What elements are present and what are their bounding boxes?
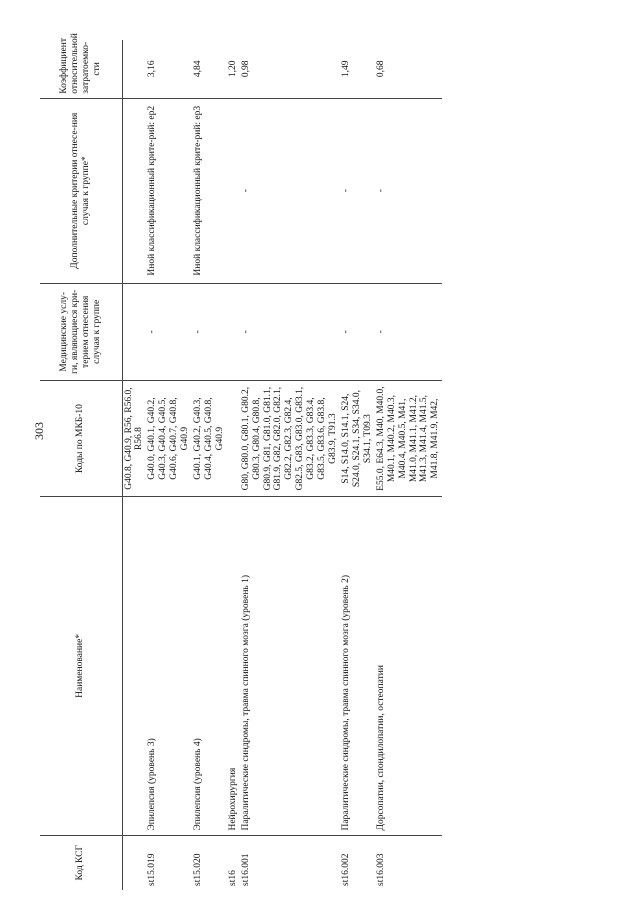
cell-name: Эпилепсия (уровень 4) xyxy=(192,497,227,835)
page-number: 303 xyxy=(32,422,46,440)
header-criteria: Дополнительные критерии отнесе-ния случая к группе* xyxy=(40,98,122,283)
cell-criteria: - xyxy=(340,98,375,283)
table-row xyxy=(122,40,146,890)
cell-coef xyxy=(122,40,146,98)
cell-coef: 1,49 xyxy=(341,60,352,78)
header-code: Код КСГ xyxy=(40,835,122,890)
cell-code: st16 xyxy=(227,835,240,890)
cell-mkb: G40.8, G40.9, R56, R56.0, R56.8 xyxy=(122,380,146,496)
cell-mkb: G40.0, G40.1, G40.2, G40.3, G40.4, G40.5, G40.6, G40.7, G40.8, G40.9 xyxy=(146,380,192,496)
cell-med: - xyxy=(375,283,443,380)
cell-name: Дорсопатии, спондилопатии, остеопатии xyxy=(375,497,443,835)
table-row xyxy=(375,40,443,890)
cell-med: - xyxy=(192,283,227,380)
header-coefficient: Коэффициент относительной затратоемко-сти xyxy=(40,40,122,98)
cell-coef: 3,16 xyxy=(147,60,158,78)
cell-mkb: G40.1, G40.2, G40.3, G40.4, G40.5, G40.8, G40.9 xyxy=(192,380,227,496)
cell-name xyxy=(122,497,146,835)
table-row xyxy=(146,40,192,890)
cell-coef: 4,84 xyxy=(193,60,204,78)
cell-mkb: G80, G80.0, G80.1, G80.2, G80.3, G80.4, G80.8, G80.9, G81, G81.0, G81.1, G81.9, G82, G82.0, G82.1, G82.2, G82.3, G82.4, G82.5, G83, G83.0, G83.1, G83.2, G83.3, G83.4, G83.5, G83.6, G83.8, G83.9, T91.3 xyxy=(240,380,340,496)
cell-med: - xyxy=(240,283,340,380)
cell-code: st16.002 xyxy=(340,835,375,890)
cell-code xyxy=(122,835,146,890)
kcg-table xyxy=(40,33,442,890)
cell-mkb: S14, S14.0, S14.1, S24, S24.0, S24.1, S34, S34.0, S34.1, T09.3 xyxy=(340,380,375,496)
table-row xyxy=(340,40,375,890)
cell-code: st16.001 xyxy=(240,835,340,890)
cell-criteria: Иной классификационный крите-рий: ep2 xyxy=(146,98,192,283)
header-mkb: Коды по МКБ-10 xyxy=(40,380,122,496)
cell-mkb: E55.0, E64.3, M40, M40.0, M40.1, M40.2, M40.3, M40.4, M40.5, M41, M41.0, M41.1, M41.2, M41.3, M41.4, M41.5, M41.8, M41.9, M42, xyxy=(375,380,443,496)
header-name: Наименование* xyxy=(40,497,122,835)
cell-name: Нейрохирургия xyxy=(227,497,240,835)
cell-criteria: - xyxy=(375,98,443,283)
cell-mkb xyxy=(227,380,240,496)
cell-med: - xyxy=(146,283,192,380)
cell-med: - xyxy=(340,283,375,380)
cell-code: st16.003 xyxy=(375,835,443,890)
cell-name: Эпилепсия (уровень 3) xyxy=(146,497,192,835)
cell-criteria xyxy=(122,98,146,283)
cell-med xyxy=(227,283,240,380)
cell-code: st15.020 xyxy=(192,835,227,890)
kcg-table-container xyxy=(40,33,610,890)
cell-coef: 0,98 xyxy=(240,60,251,78)
cell-med xyxy=(122,283,146,380)
table-row xyxy=(192,40,227,890)
table-row xyxy=(227,40,240,890)
cell-name: Паралитические синдромы, травма спинного мозга (уровень 2) xyxy=(340,497,375,835)
cell-coef: 0,68 xyxy=(375,60,386,78)
cell-criteria: - xyxy=(240,98,340,283)
cell-code: st15.019 xyxy=(146,835,192,890)
table-row xyxy=(240,40,340,890)
cell-coef: 1,20 xyxy=(227,60,238,78)
table-header-row xyxy=(40,40,122,890)
cell-criteria xyxy=(227,98,240,283)
cell-criteria: Иной классификационный крите-рий: ep3 xyxy=(192,98,227,283)
header-medical-services: Медицинские услу-ги, являющиеся кри-терием отнесения случая к группе xyxy=(40,283,122,380)
cell-name: Паралитические синдромы, травма спинного мозга (уровень 1) xyxy=(240,497,340,835)
